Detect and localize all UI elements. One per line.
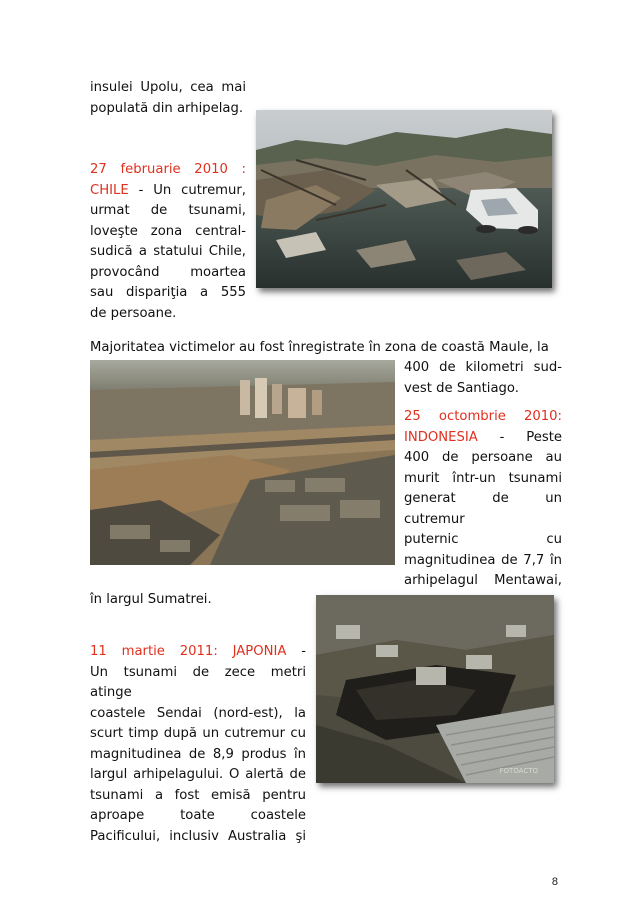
- text-line: 400 de kilometri sud-: [404, 360, 562, 375]
- text-fragment: - Un cutremur,: [128, 182, 246, 198]
- text-line: de persoane.: [90, 305, 177, 321]
- text-line: generat de un cutremur: [404, 491, 562, 527]
- paragraph-upolu: [90, 78, 246, 119]
- text-line: puternic cu: [404, 532, 562, 547]
- chile-country: CHILE: [90, 182, 129, 198]
- text-line: Un tsunami de zece metri atinge: [90, 664, 306, 700]
- text-fragment: - Peste: [477, 429, 562, 445]
- text-line: [90, 642, 306, 663]
- japan-date: 11 martie 2011: JAPONIA: [90, 644, 287, 659]
- chile-tsunami-photo: [256, 110, 552, 288]
- paragraph-indonesia: [404, 407, 562, 592]
- text-line: tsunami a fost emisă pentru: [90, 787, 306, 803]
- photo-graphic: [256, 110, 552, 288]
- text-line: loveşte zona central-: [90, 223, 246, 239]
- paragraph-japan: [90, 642, 306, 847]
- indonesia-date: 25 octombrie 2010:: [404, 409, 562, 424]
- photo-graphic: [90, 360, 395, 565]
- text-line: în largul Sumatrei.: [90, 592, 212, 607]
- text-line: [404, 428, 562, 449]
- text-line: Majoritatea victimelor au fost înregistrate în zona de coastă Maule, la: [90, 340, 549, 355]
- indonesia-country: INDONESIA: [404, 429, 478, 445]
- paragraph-maule-cont: [404, 358, 562, 399]
- indonesia-flood-photo: [90, 360, 395, 565]
- text-line: populată din arhipelag.: [90, 100, 244, 116]
- text-line: magnitudinea de 7,7 în: [404, 552, 562, 568]
- text-line: coastele Sendai (nord-est), la: [90, 705, 306, 721]
- text-line: sudică a statului Chile,: [90, 244, 246, 259]
- text-line: largul arhipelagului. O alertă de: [90, 767, 306, 782]
- japan-tsunami-photo: [316, 595, 554, 783]
- text-line: murit într-un tsunami: [404, 470, 562, 486]
- text-line: magnitudinea de 8,9 produs în: [90, 746, 306, 762]
- photo-graphic: [316, 595, 554, 783]
- text-line: sau dispariţia a 555: [90, 285, 246, 300]
- text-line: insulei Upolu, cea mai: [90, 80, 246, 95]
- text-fragment: -: [286, 644, 306, 659]
- text-line: vest de Santiago.: [404, 380, 519, 396]
- paragraph-maule: [90, 338, 562, 359]
- text-line: provocând moartea: [90, 264, 246, 280]
- text-line: aproape toate coastele: [90, 808, 306, 823]
- chile-date: 27 februarie 2010 :: [90, 162, 246, 177]
- photo-watermark: FOTOACTO: [499, 767, 538, 775]
- text-line: 400 de persoane au: [404, 450, 562, 465]
- text-line: urmat de tsunami,: [90, 203, 246, 218]
- paragraph-chile: [90, 160, 246, 324]
- page-number: 8: [551, 876, 558, 888]
- text-line: [90, 181, 246, 202]
- text-line: arhipelagul Mentawai,: [404, 573, 562, 588]
- text-line: Pacificului, inclusiv Australia şi: [90, 828, 306, 844]
- text-line: scurt timp după un cutremur cu: [90, 726, 306, 741]
